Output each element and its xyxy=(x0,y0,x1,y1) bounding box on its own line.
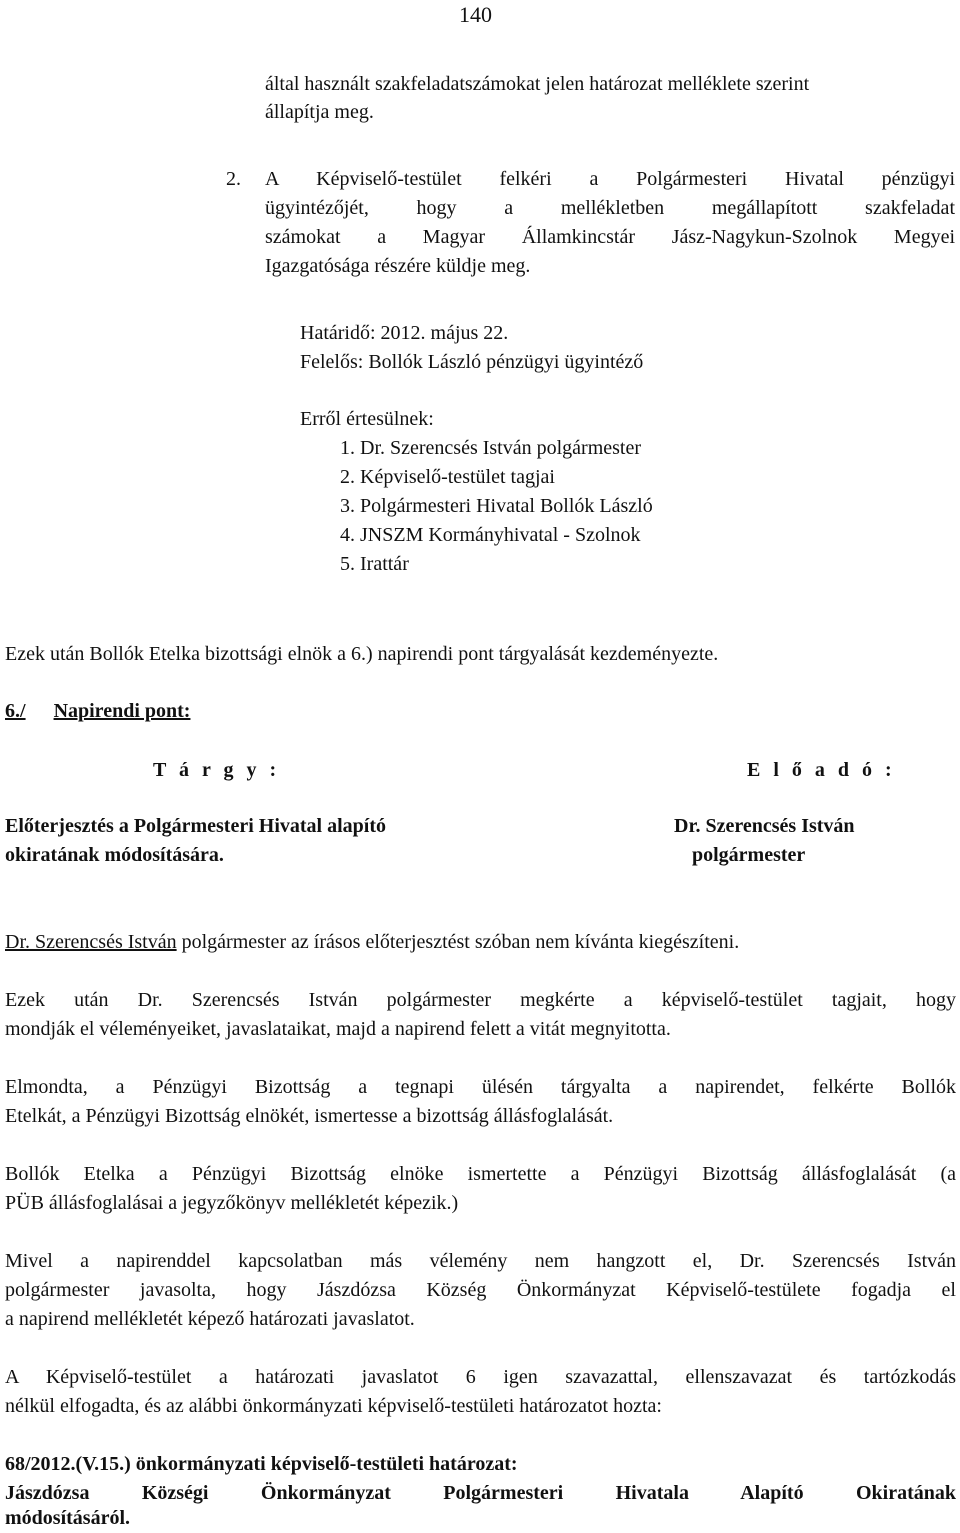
paragraph-2-line-1: Ezek után Dr. Szerencsés István polgármester megkérte a képviselő-testület tagjait, hogy xyxy=(5,989,956,1011)
paragraph-4-line-1: Bollók Etelka a Pénzügyi Bizottság elnöke ismertette a Pénzügyi Bizottság állásfoglalását (a xyxy=(5,1163,956,1185)
notify-item: 1. Dr. Szerencsés István polgármester xyxy=(340,437,642,459)
page-number: 140 xyxy=(459,2,492,27)
subject-label: T á r g y : xyxy=(153,759,281,781)
resolution-title-line-1: Jászdózsa Községi Önkormányzat Polgármesteri Hivatala Alapító Okiratának xyxy=(5,1482,956,1504)
paragraph-5-line-3: a napirend mellékletét képező határozati javaslatot. xyxy=(5,1308,415,1330)
notify-item: 5. Irattár xyxy=(340,553,409,575)
paragraph-5-line-1: Mivel a napirenddel kapcsolatban más vélemény nem hangzott el, Dr. Szerencsés István xyxy=(5,1250,956,1272)
intro-line-1: által használt szakfeladatszámokat jelen határozat melléklete szerint xyxy=(265,73,810,95)
paragraph-1 xyxy=(5,928,739,957)
item-2-line-3: számokat a Magyar Államkincstár Jász-Nagykun-Szolnok Megyei xyxy=(265,226,955,248)
notify-item: 2. Képviselő-testület tagjai xyxy=(340,466,555,488)
presenter-line-2: polgármester xyxy=(692,844,806,866)
item-2-line-4: Igazgatósága részére küldje meg. xyxy=(265,255,531,277)
resolution-title-line-2: módosításáról. xyxy=(5,1507,130,1529)
paragraph-6-line-2: nélkül elfogadta, és az alábbi önkormányzati képviselő-testületi határozatot hozta: xyxy=(5,1395,662,1417)
presenter-name-underlined: Dr. Szerencsés István xyxy=(5,931,177,953)
agenda-number: 6./ xyxy=(5,700,26,722)
paragraph-1-rest: polgármester az írásos előterjesztést szóban nem kívánta kiegészíteni. xyxy=(176,931,740,953)
notify-item: 4. JNSZM Kormányhivatal - Szolnok xyxy=(340,524,641,546)
subject-line-2: okiratának módosítására. xyxy=(5,844,224,866)
item-2-line-2: ügyintézőjét, hogy a mellékletben megállapított szakfeladat xyxy=(265,197,955,219)
paragraph-4-line-2: PÜB állásfoglalásai a jegyzőkönyv mellékletét képezik.) xyxy=(5,1192,459,1214)
paragraph-2-line-2: mondják el véleményeiket, javaslataikat, majd a napirend felett a vitát megnyitotta. xyxy=(5,1018,671,1040)
agenda-heading xyxy=(5,697,253,726)
intro-line-2: állapítja meg. xyxy=(265,101,374,123)
subject-line-1: Előterjesztés a Polgármesteri Hivatal alapító xyxy=(5,815,386,837)
agenda-label: Napirendi pont: xyxy=(53,700,191,722)
presenter-label: E l ő a d ó : xyxy=(747,759,896,781)
notify-item: 3. Polgármesteri Hivatal Bollók László xyxy=(340,495,653,517)
responsible: Felelős: Bollók László pénzügyi ügyintéző xyxy=(300,351,644,373)
deadline: Határidő: 2012. május 22. xyxy=(300,322,509,344)
notify-heading: Erről értesülnek: xyxy=(300,408,434,430)
presenter-line-1: Dr. Szerencsés István xyxy=(674,815,855,837)
paragraph-5-line-2: polgármester javasolta, hogy Jászdózsa Község Önkormányzat Képviselő-testülete fogadja el xyxy=(5,1279,956,1301)
resolution-number: 68/2012.(V.15.) önkormányzati képviselő-testületi határozat: xyxy=(5,1453,518,1475)
item-2-number: 2. xyxy=(226,168,241,190)
transition-text: Ezek után Bollók Etelka bizottsági elnök a 6.) napirendi pont tárgyalását kezdeményezte. xyxy=(5,643,719,665)
paragraph-3-line-2: Etelkát, a Pénzügyi Bizottság elnökét, ismertesse a bizottság állásfoglalását. xyxy=(5,1105,614,1127)
paragraph-6-line-1: A Képviselő-testület a határozati javaslatot 6 igen szavazattal, ellenszavazat és tartózkodás xyxy=(5,1366,956,1388)
paragraph-3-line-1: Elmondta, a Pénzügyi Bizottság a tegnapi ülésén tárgyalta a napirendet, felkérte Bollók xyxy=(5,1076,956,1098)
item-2-line-1: A Képviselő-testület felkéri a Polgármesteri Hivatal pénzügyi xyxy=(265,168,955,190)
